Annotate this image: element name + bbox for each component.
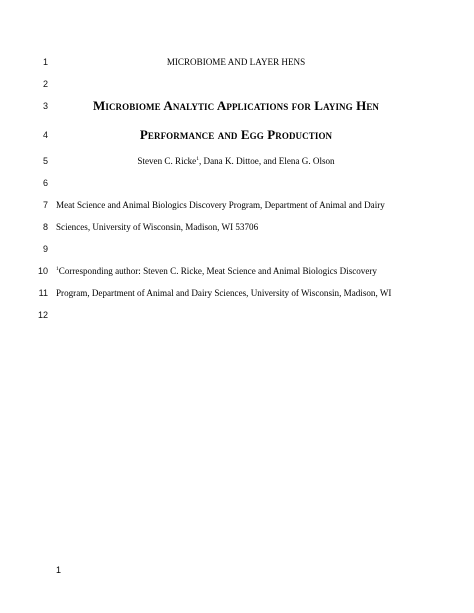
manuscript-line-11: [0, 282, 474, 304]
running-head: MICROBIOME AND LAYER HENS: [166, 57, 306, 67]
manuscript-line-7: [0, 194, 474, 216]
manuscript-line-2: [0, 73, 474, 95]
paper-title-line-1: Microbiome Analytic Applications for Laying Hen: [92, 98, 380, 113]
corresponding-author-line-2: Program, Department of Animal and Dairy Sciences, University of Wisconsin, Madison, WI: [56, 288, 392, 298]
manuscript-line-8: [0, 216, 474, 238]
line-number: 4: [42, 130, 48, 140]
line-number: 10: [37, 266, 48, 276]
affiliation-line-2: Sciences, University of Wisconsin, Madison, WI 53706: [56, 222, 259, 232]
manuscript-line-6: [0, 172, 474, 194]
line-number: 9: [42, 244, 48, 254]
manuscript-line-3: [0, 95, 474, 117]
author-affiliation-mark: 1: [196, 156, 199, 162]
coauthors: , Dana K. Dittoe, and Elena G. Olson: [198, 156, 335, 166]
line-number: 3: [42, 101, 48, 111]
paper-title-line-2: Performance and Egg Production: [139, 127, 333, 142]
manuscript-line-5: [0, 150, 474, 172]
line-number: 7: [42, 200, 48, 210]
line-number: 1: [42, 57, 48, 67]
line-number: 2: [42, 79, 48, 89]
line-number: 12: [37, 310, 48, 320]
first-author: Steven C. Ricke: [137, 156, 197, 166]
manuscript-line-10: [0, 260, 474, 282]
footnote-mark: 1: [56, 266, 59, 272]
manuscript-line-4: [0, 124, 474, 146]
corresponding-author-line-1: [56, 260, 416, 282]
line-number: 6: [42, 178, 48, 188]
line-number: 5: [42, 156, 48, 166]
page-number: 1: [56, 565, 62, 575]
line-number: 8: [42, 222, 48, 232]
manuscript-line-12: [0, 304, 474, 326]
author-list: [56, 150, 416, 172]
manuscript-line-1: [0, 51, 474, 73]
corresponding-author-text: Corresponding author: Steven C. Ricke, Meat Science and Animal Biologics Discovery: [58, 266, 377, 276]
manuscript-line-9: [0, 238, 474, 260]
affiliation-line-1: Meat Science and Animal Biologics Discovery Program, Department of Animal and Dairy: [56, 200, 385, 210]
line-number: 11: [38, 288, 48, 298]
